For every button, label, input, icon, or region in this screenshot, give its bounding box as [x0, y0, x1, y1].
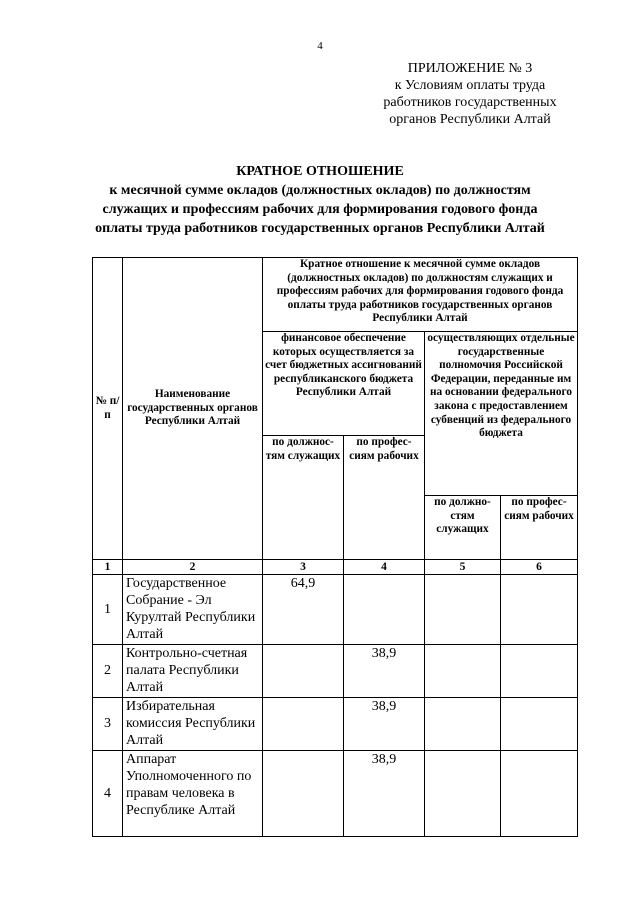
- value-positions-a: 64,9: [263, 575, 344, 645]
- value-positions-a: [263, 698, 344, 751]
- column-number: 1: [93, 560, 123, 575]
- value-professions-a: [344, 575, 425, 645]
- header-professions-b: по профес-сиям рабочих: [501, 496, 578, 560]
- appendix-line-4: органов Республики Алтай: [389, 112, 551, 127]
- value-professions-b: [501, 575, 578, 645]
- header-num: № п/п: [93, 258, 123, 560]
- value-positions-b: [425, 751, 501, 837]
- title-line-2: к месячной сумме окладов (должностных окладов) по должностям: [109, 183, 531, 198]
- row-number: 1: [93, 575, 123, 645]
- title-line-4: оплаты труда работников государственных органов Республики Алтай: [95, 221, 545, 236]
- column-number: 5: [425, 560, 501, 575]
- document-title: [60, 162, 580, 238]
- table-row: [93, 575, 578, 645]
- org-name: Аппарат Уполномоченного по правам человека в Республике Алтай: [123, 751, 263, 837]
- value-professions-a: 38,9: [344, 645, 425, 698]
- value-professions-a: 38,9: [344, 751, 425, 837]
- column-number: 3: [263, 560, 344, 575]
- value-positions-b: [425, 575, 501, 645]
- value-positions-a: [263, 751, 344, 837]
- title-line-3: служащих и профессиям рабочих для формирования годового фонда: [102, 202, 538, 217]
- table-row: [93, 698, 578, 751]
- appendix-line-1: ПРИЛОЖЕНИЕ № 3: [407, 61, 533, 76]
- table-row: [93, 751, 578, 837]
- title-line-1: КРАТНОЕ ОТНОШЕНИЕ: [236, 164, 404, 179]
- appendix-line-2: к Условиям оплаты труда: [394, 78, 546, 93]
- ratio-table: [92, 257, 578, 837]
- table-row: [93, 645, 578, 698]
- value-professions-b: [501, 751, 578, 837]
- value-positions-b: [425, 645, 501, 698]
- header-exercising: осуществляющих отдельные государственные полномочия Российской Федерации, переданные им на основании федерального закона с предоставлением субвенций из федерального бюджета: [425, 332, 578, 496]
- row-number: 2: [93, 645, 123, 698]
- org-name: Контрольно-счетная палата Республики Алтай: [123, 645, 263, 698]
- header-financed: финансовое обеспечение которых осуществляется за счет бюджетных ассигнований республиканского бюджета Республики Алтай: [263, 332, 425, 436]
- header-positions-b: по должно-стям служащих: [425, 496, 501, 560]
- column-number: 4: [344, 560, 425, 575]
- column-number: 2: [123, 560, 263, 575]
- row-number: 4: [93, 751, 123, 837]
- header-professions-a: по профес-сиям рабочих: [344, 436, 425, 560]
- appendix-caption: [350, 60, 590, 128]
- header-ratio: Кратное отношение к месячной сумме окладов (должностных окладов) по должностям служащих и профессиям рабочих для формирования годового фонда оплаты труда работников государственных органов Республики Алтай: [263, 258, 578, 332]
- column-number: 6: [501, 560, 578, 575]
- header-org-name: Наименование государственных органов Республики Алтай: [123, 258, 263, 560]
- org-name: Избирательная комиссия Республики Алтай: [123, 698, 263, 751]
- header-positions-a: по должнос-тям служащих: [263, 436, 344, 560]
- value-positions-b: [425, 698, 501, 751]
- value-professions-a: 38,9: [344, 698, 425, 751]
- row-number: 3: [93, 698, 123, 751]
- org-name: Государственное Собрание - Эл Курултай Республики Алтай: [123, 575, 263, 645]
- page-number: 4: [317, 40, 323, 52]
- value-positions-a: [263, 645, 344, 698]
- appendix-line-3: работников государственных: [383, 95, 557, 110]
- value-professions-b: [501, 645, 578, 698]
- value-professions-b: [501, 698, 578, 751]
